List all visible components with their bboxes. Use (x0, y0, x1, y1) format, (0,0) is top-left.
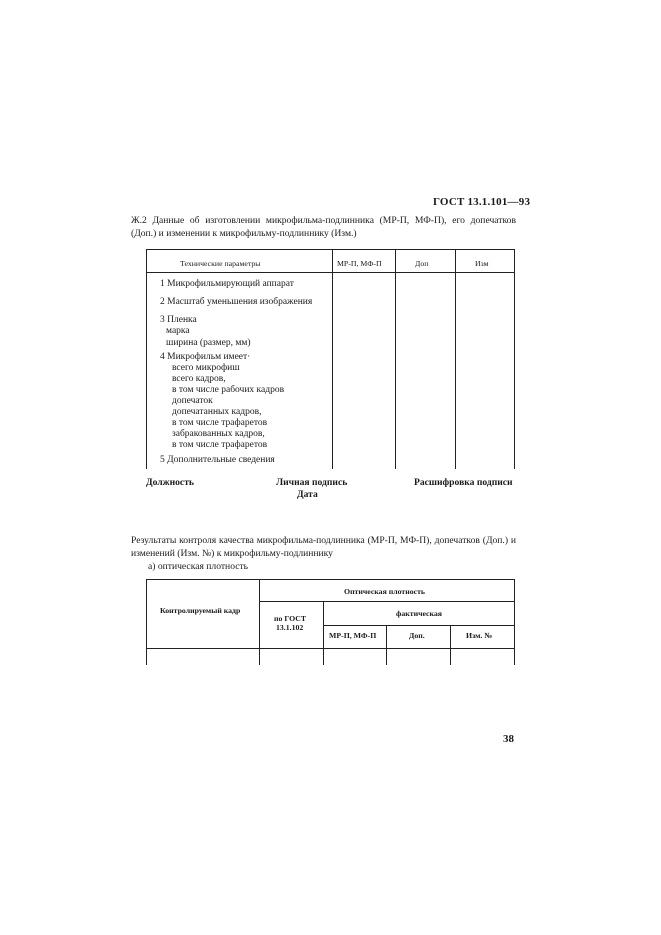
table1-row-4: 4 Микрофильм имеет· (160, 352, 251, 362)
table2-right-border (514, 579, 515, 665)
table2-col-controlled-frame: Контролируемый кадр (160, 606, 241, 615)
table1-row-4-sub: допечатанных кадров, (172, 407, 262, 417)
table1-row-4-sub: допечаток (172, 396, 213, 406)
table1-row-4-sub: забракованных кадров, (172, 429, 265, 439)
table1-row-4-sub: всего кадров, (172, 374, 226, 384)
table1-row-1: 1 Микрофильмирующий аппарат (160, 279, 294, 289)
table2-group-separator (259, 601, 515, 602)
table1-header-mr-mf: МР-П, МФ-П (337, 259, 382, 268)
quality-control-title: Результаты контроля качества микрофильма-подлинника (МР-П, МФ-П), допечатков (Доп.) и изменений (Изм. №) к микрофильму-подлиннику (131, 535, 516, 559)
table1-right-border (514, 249, 515, 469)
table2-col-divider-3 (386, 625, 387, 665)
table2-col-divider-1 (259, 579, 260, 665)
table2-subcol-dop: Доп. (409, 631, 425, 640)
document-code: ГОСТ 13.1.101—93 (433, 196, 531, 208)
table2-subcol-mr-mf: МР-П, МФ-П (329, 631, 377, 640)
page-number: 38 (503, 733, 514, 745)
table1-row-5: 5 Дополнительные сведения (160, 455, 275, 465)
table2-group-actual: фактическая (396, 609, 443, 618)
section-title-j2: Ж.2 Данные об изготовлении микрофильма-подлинника (МР-П, МФ-П), его допечатков (Доп.) и изменении к микрофильму-подлиннику (Изм.) (131, 215, 516, 239)
table1-left-border (146, 249, 147, 469)
table1-header-separator (146, 272, 515, 273)
table2-header-bottom (146, 648, 515, 649)
table1-header-dop: Доп (415, 259, 429, 268)
signature-personal: Личная подпись (276, 477, 348, 488)
table1-col-divider-1 (332, 249, 333, 469)
table2-top-border (146, 579, 515, 580)
table1-col-divider-2 (395, 249, 396, 469)
table1-row-3: 3 Пленка (160, 315, 197, 325)
table1-row-3-sub: марка (166, 326, 190, 336)
table1-col-divider-3 (455, 249, 456, 469)
table2-col-divider-2 (323, 601, 324, 665)
table1-row-3-sub: ширина (размер, мм) (166, 338, 251, 348)
signature-position: Должность (146, 477, 194, 488)
table2-col-by-gost: по ГОСТ (274, 614, 307, 623)
table1-top-border (146, 249, 515, 250)
table1-header-izm: Изм (475, 259, 489, 268)
table2-left-border (146, 579, 147, 665)
table1-row-4-sub: всего микрофиш (172, 363, 240, 373)
table2-col-by-gost-ref: 13.1.102 (276, 623, 304, 632)
table1-row-4-sub: в том числе трафаретов (172, 440, 268, 450)
table1-row-4-sub: в том числе рабочих кадров (172, 385, 285, 395)
signature-date: Дата (297, 489, 318, 500)
table2-subcol-izm: Изм. № (466, 631, 493, 640)
table1-row-4-sub: в том числе трафаретов (172, 418, 268, 428)
table2-actual-separator (323, 625, 515, 626)
table2-group-optical-density: Оптическая плотность (344, 587, 426, 596)
signature-decoding: Расшифровка подписи (414, 477, 513, 488)
optical-density-subitem: а) оптическая плотность (148, 561, 249, 572)
table2-col-divider-4 (450, 625, 451, 665)
table1-row-2: 2 Масштаб уменьшения изображения (160, 297, 313, 307)
table1-header-parameters: Технические параметры (180, 259, 261, 268)
